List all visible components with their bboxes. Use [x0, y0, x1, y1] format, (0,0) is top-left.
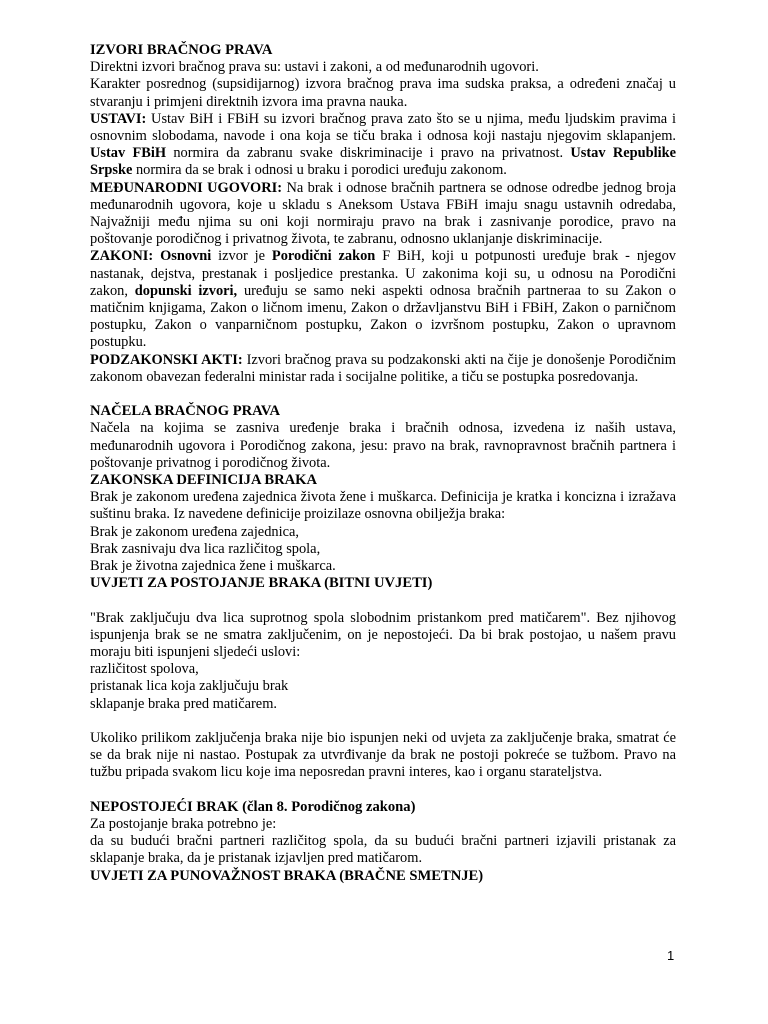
label-podzakonski: PODZAKONSKI AKTI:: [90, 351, 243, 368]
list-item: različitost spolova,: [90, 661, 199, 678]
document-page: [90, 42, 676, 885]
label-medjunarodni: MEĐUNARODNI UGOVORI:: [90, 179, 283, 196]
paragraph: Karakter posrednog (supsidijarnog) izvora bračnog prava ima sudska praksa, a određeni značaj u stvaranju i primjeni direktnih izvora ima pravna nauka.: [90, 76, 676, 110]
paragraph: Za postojanje braka potrebno je:: [90, 816, 277, 833]
section-heading-nacela: NAČELA BRAČNOG PRAVA: [90, 403, 281, 420]
paragraph: da su budući bračni partneri različitog spola, da su budući bračni partneri izjavili pristanak za sklapanje braka, da je pristanak izjavljen pred matičarom.: [90, 833, 676, 867]
section-heading-definicija: ZAKONSKA DEFINICIJA BRAKA: [90, 472, 318, 489]
spacer: [90, 782, 676, 799]
section-heading-nepostojeci: NEPOSTOJEĆI BRAK (član 8. Porodičnog zakona): [90, 798, 416, 815]
paragraph: Brak je zakonom uređena zajednica života žene i muškarca. Definicija je kratka i koncizna i izražava suštinu braka. Iz navedene definicije proizilaze osnovna obilježja braka:: [90, 489, 676, 523]
spacer: [90, 592, 676, 609]
paragraph: Načela na kojima se zasniva uređenje braka i bračnih odnosa, izvedena iz naših ustava, međunarodnih ugovora i Porodičnog zakona, jesu: pravo na brak, ravnopravnost bračnih partnera i poštovanje privatnog i porodičnog života.: [90, 420, 676, 471]
list-item: sklapanje braka pred matičarem.: [90, 695, 277, 712]
list-item: pristanak lica koja zaključuju brak: [90, 678, 289, 695]
spacer: [90, 713, 676, 730]
spacer: [90, 386, 676, 403]
paragraph: "Brak zaključuju dva lica suprotnog spola slobodnim pristankom pred matičarem". Bez njihovog ispunjenja brak se ne smatra zaključenim, on je nepostojeći. Da bi brak postojao, u našem pravu moraju biti ispunjeni sljedeći uslovi:: [90, 609, 676, 661]
paragraph-zakoni: ZAKONI: Osnovni izvor je Porodični zakon F BiH, koji u potpunosti uređuje brak - njegov nastanak, dejstva, prestanak i posljedice prestanka. U zakonima koji su, u odnosu na Porodični zakon, dopunski izvori, uređuju se samo neki aspekti odnosa bračnih partneraa to su Zakon o matičnim knjigama, Zakon o ličnom imenu, Zakon o državljanstvu BiH i FBiH, Zakon o parničnom postupku, Zakon o vanparničnom postupku, Zakon o izvršnom postupku, Zakon o upravnom postupku.: [90, 248, 676, 351]
list-item: Brak je životna zajednica žene i muškarca.: [90, 558, 336, 575]
list-item: Brak je zakonom uređena zajednica,: [90, 523, 299, 540]
list-item: Brak zasnivaju dva lica različitog spola,: [90, 540, 321, 557]
label-zakoni: ZAKONI:: [90, 248, 154, 265]
paragraph-medjunarodni: MEĐUNARODNI UGOVORI: Na brak i odnose bračnih partnera se odnose odredbe jednog broja međunarodnih ugovora, koje u skladu s Aneksom Ustava FBiH imaju snagu ustavnih odredaba, Najvažniji među njima su oni koji normiraju pravo na brak i zasnivanje porodice, pravo na poštovanje porodičnog i privatnog života, te zabranu, odnosno uklanjanje diskriminacije.: [90, 179, 676, 248]
paragraph-ustavi: USTAVI: Ustav BiH i FBiH su izvori bračnog prava zato što se u njima, među ljudskim pravima i osnovnim slobodama, navode i ona koja se tiču braka i odnosa koji nastaju njegovim sklapanjem. Ustav FBiH normira da zabranu svake diskriminacije i pravo na privatnost. Ustav Republike Srpske normira da se brak i odnosi u braku i porodici uređuju zakonom.: [90, 110, 676, 179]
label-ustavi: USTAVI:: [90, 110, 147, 127]
paragraph-podzakonski: PODZAKONSKI AKTI: Izvori bračnog prava su podzakonski akti na čije je donošenje Porodičnim zakonom obavezan federalni ministar rada i socijalne politike, a tiču se postupka posredovanja.: [90, 351, 676, 385]
page-number: 1: [667, 948, 675, 963]
section-heading-uvjeti-postojanje: UVJETI ZA POSTOJANJE BRAKA (BITNI UVJETI): [90, 575, 433, 592]
paragraph: Ukoliko prilikom zaključenja braka nije bio ispunjen neki od uvjeta za zaključenje braka, smatrat će se da brak nije ni nastao. Postupak za utvrđivanje da brak ne postoji pokreće se tužbom. Pravo na tužbu pripada svakom licu koje ima neposredan pravni interes, kao i organu starateljstva.: [90, 730, 676, 781]
paragraph: Direktni izvori bračnog prava su: ustavi i zakoni, a od međunarodnih ugovori.: [90, 59, 539, 76]
section-heading-izvori: IZVORI BRAČNOG PRAVA: [90, 42, 273, 58]
section-heading-punovaznost: UVJETI ZA PUNOVAŽNOST BRAKA (BRAČNE SMETNJE): [90, 867, 484, 884]
